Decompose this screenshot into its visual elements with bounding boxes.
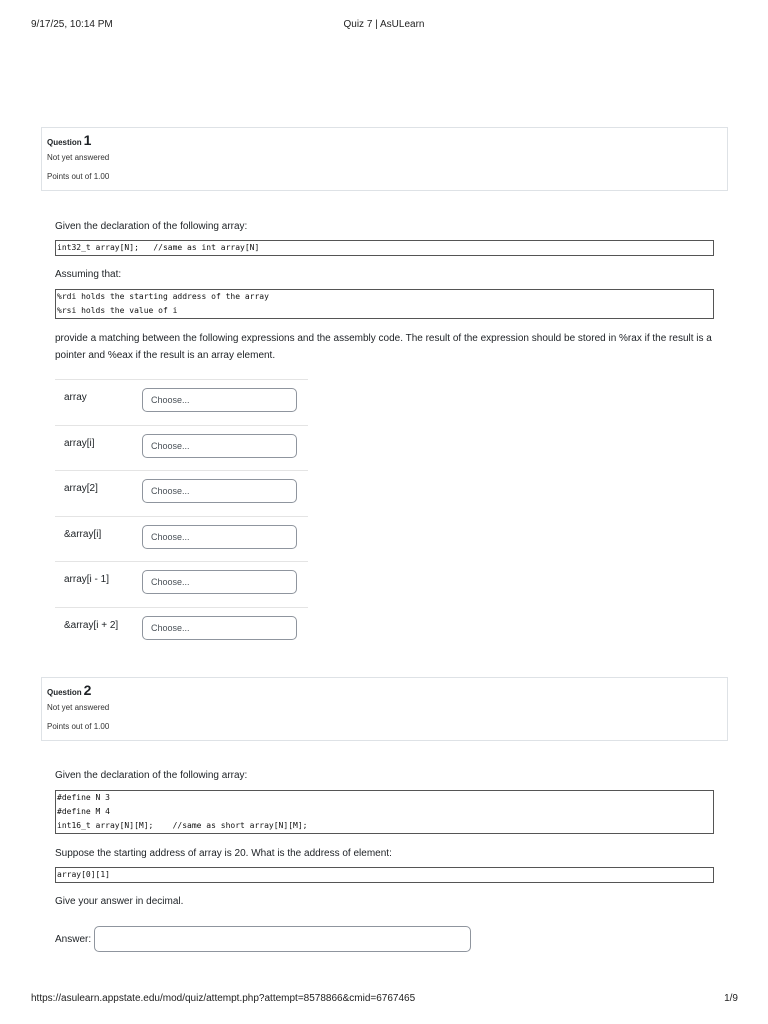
q1-declaration-code: int32_t array[N]; //same as int array[N] xyxy=(55,240,714,256)
q2-declaration-code: #define N 3 #define M 4 int16_t array[N][M]; //same as short array[N][M]; xyxy=(55,790,714,834)
q2-suppose: Suppose the starting address of array is 20. What is the address of element: xyxy=(55,848,392,859)
q2-intro: Given the declaration of the following array: xyxy=(55,770,248,781)
question-2-grade: Points out of 1.00 xyxy=(47,722,110,731)
answer-input[interactable] xyxy=(94,926,471,952)
print-footer xyxy=(0,993,768,1007)
select-value: Choose... xyxy=(151,486,190,496)
match-select-array-i-minus-1[interactable] xyxy=(142,570,297,594)
answer-label: Answer: xyxy=(55,934,92,945)
match-select-array-2[interactable] xyxy=(142,479,297,503)
question-number: 2 xyxy=(83,682,92,698)
question-2-state: Not yet answered xyxy=(47,703,110,712)
match-select-addr-array-i-plus-2[interactable] xyxy=(142,616,297,640)
question-label: Question xyxy=(47,138,82,147)
print-datetime: 9/17/25, 10:14 PM xyxy=(31,19,113,30)
match-expression: &array[i] xyxy=(64,528,102,540)
select-value: Choose... xyxy=(151,440,190,451)
question-2-number xyxy=(47,682,91,698)
select-value: Choose... xyxy=(151,531,190,542)
print-title: Quiz 7 | AsULearn xyxy=(343,19,425,30)
q2-give-decimal: Give your answer in decimal. xyxy=(55,896,184,907)
question-label: Question xyxy=(47,688,82,697)
match-row xyxy=(55,470,308,516)
match-row xyxy=(55,425,308,471)
print-header xyxy=(0,19,768,33)
q1-instructions: provide a matching between the following expressions and the assembly code. The result of the expression should be stored in %rax if the result is a pointer and %eax if the result is an array element. xyxy=(55,333,712,361)
print-page-number: 1/9 xyxy=(724,993,738,1004)
match-expression: array xyxy=(64,392,87,403)
match-expression: &array[i + 2] xyxy=(64,619,119,631)
question-1-info xyxy=(41,127,728,191)
match-row xyxy=(55,561,308,607)
match-expression: array[i] xyxy=(64,437,95,449)
match-row xyxy=(55,516,308,562)
question-1-state: Not yet answered xyxy=(47,153,110,162)
question-2-info xyxy=(41,677,728,741)
q2-element-code: array[0][1] xyxy=(55,867,714,883)
match-select-array-i[interactable] xyxy=(142,434,297,458)
q1-matching-table xyxy=(55,379,308,652)
question-number: 1 xyxy=(83,132,92,148)
q1-assuming: Assuming that: xyxy=(55,269,122,280)
match-expression: array[i - 1] xyxy=(64,574,110,585)
match-expression: array[2] xyxy=(64,483,98,494)
select-value: Choose... xyxy=(151,622,190,633)
question-1-number xyxy=(47,132,91,148)
match-select-addr-array-i[interactable] xyxy=(142,525,297,549)
q1-intro: Given the declaration of the following array: xyxy=(55,221,248,232)
match-select-array[interactable] xyxy=(142,388,297,412)
question-1-grade: Points out of 1.00 xyxy=(47,172,110,181)
match-row xyxy=(55,607,308,653)
q1-assumption-code: %rdi holds the starting address of the array %rsi holds the value of i xyxy=(55,289,714,319)
select-value: Choose... xyxy=(151,395,190,405)
print-url: https://asulearn.appstate.edu/mod/quiz/attempt.php?attempt=8578866&cmid=6767465 xyxy=(31,993,416,1004)
match-row xyxy=(55,379,308,425)
select-value: Choose... xyxy=(151,577,190,587)
